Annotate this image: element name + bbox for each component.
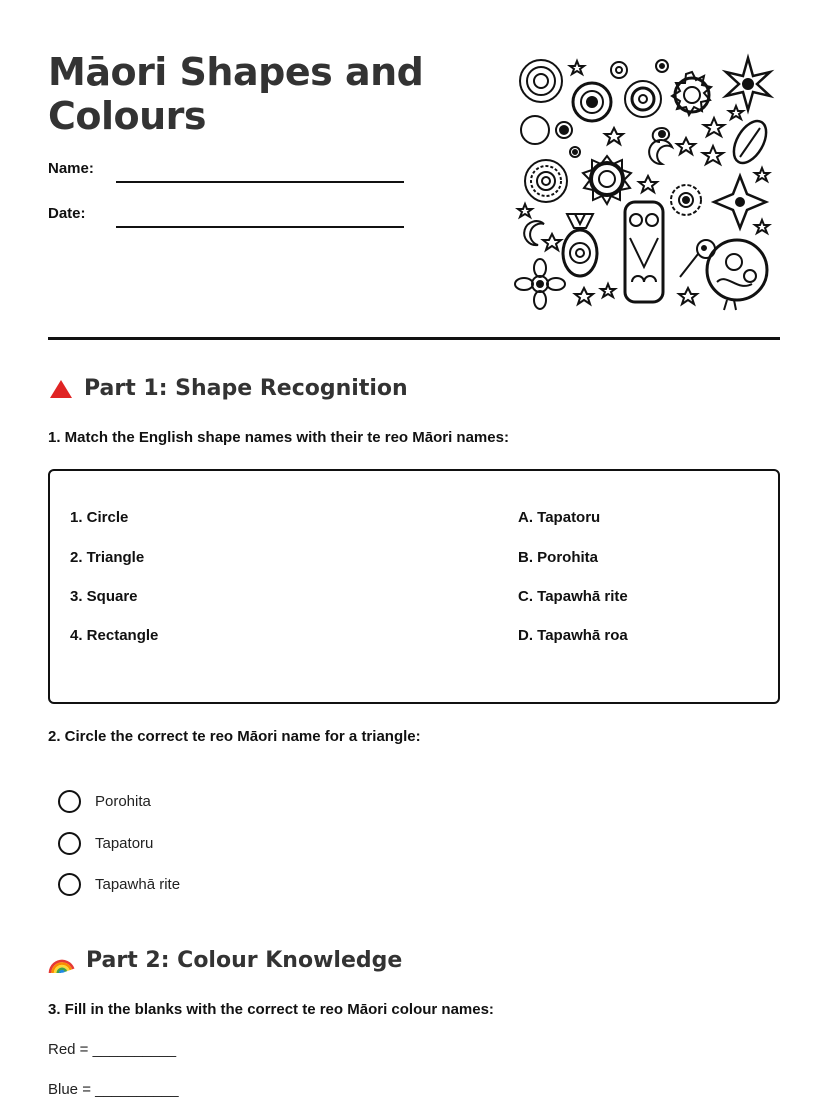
date-field[interactable] (116, 226, 404, 228)
part1-heading (48, 376, 408, 401)
page-title: Māori Shapes and Colours (48, 50, 424, 138)
maori-shape-item: A. Tapatoru (518, 509, 601, 526)
fill-blank-red[interactable]: Red = __________ (48, 1041, 177, 1058)
option-tapatoru[interactable] (58, 832, 153, 855)
english-shape-item: 2. Triangle (70, 549, 145, 566)
option-tapawha-rite[interactable] (58, 873, 180, 896)
option-label: Porohita (95, 793, 151, 810)
date-label: Date: (48, 205, 86, 222)
question-1-prompt: 1. Match the English shape names with their te reo Māori names: (48, 429, 509, 446)
english-shape-item: 4. Rectangle (70, 627, 159, 644)
english-shape-item: 3. Square (70, 588, 138, 605)
question-2-prompt: 2. Circle the correct te reo Māori name for a triangle: (48, 728, 421, 745)
radio-circle[interactable] (58, 832, 81, 855)
maori-shape-item: D. Tapawhā roa (518, 627, 628, 644)
header-divider (48, 337, 780, 340)
fill-blank-blue[interactable]: Blue = __________ (48, 1081, 179, 1098)
radio-circle[interactable] (58, 790, 81, 813)
name-field[interactable] (116, 181, 404, 183)
option-porohita[interactable] (58, 790, 151, 813)
option-label: Tapatoru (95, 835, 154, 852)
name-label: Name: (48, 160, 94, 177)
english-shape-item: 1. Circle (70, 509, 129, 526)
rainbow-icon (48, 947, 76, 973)
maori-shape-item: C. Tapawhā rite (518, 588, 628, 605)
maori-pattern-illustration-icon (512, 52, 776, 312)
option-label: Tapawhā rite (95, 876, 181, 893)
part2-heading-text: Part 2: Colour Knowledge (86, 947, 403, 973)
question-3-prompt: 3. Fill in the blanks with the correct te reo Māori colour names: (48, 1001, 494, 1018)
red-triangle-icon (48, 378, 74, 400)
maori-shape-item: B. Porohita (518, 549, 599, 566)
part1-heading-text: Part 1: Shape Recognition (84, 376, 408, 401)
part2-heading (48, 947, 402, 973)
radio-circle[interactable] (58, 873, 81, 896)
matching-box (48, 469, 780, 704)
